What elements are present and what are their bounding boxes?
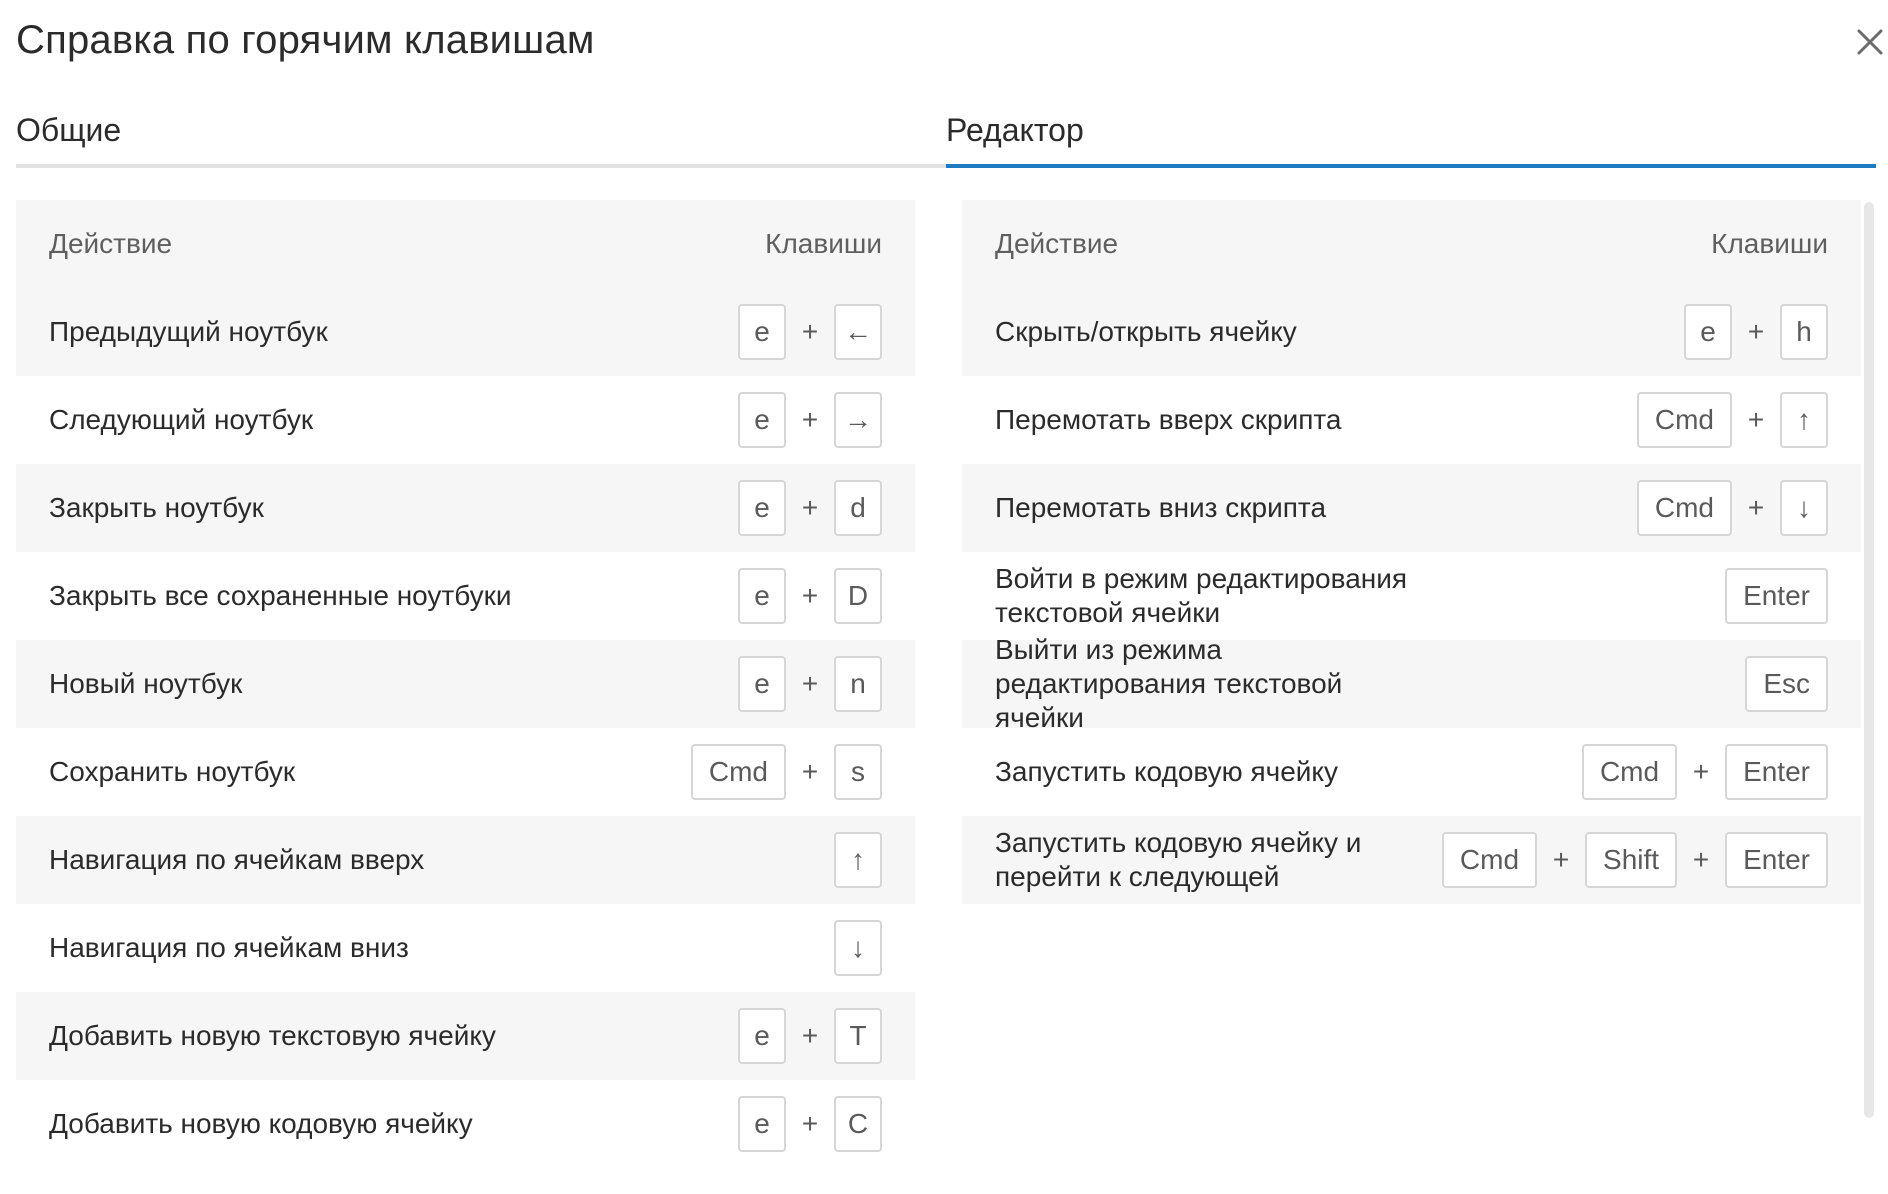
table-row: [16, 288, 915, 376]
key-cap: e: [738, 1008, 786, 1064]
table-header: [962, 200, 1861, 288]
table-header: [16, 200, 915, 288]
key-cap: e: [738, 480, 786, 536]
shortcut-action-label: Добавить новую текстовую ячейку: [49, 1020, 496, 1051]
key-cap: Cmd: [1442, 832, 1537, 888]
general-shortcuts-table: [16, 200, 915, 1168]
key-cap: Cmd: [1637, 392, 1732, 448]
table-row: [16, 376, 915, 464]
table-row: [962, 634, 1861, 733]
shortcut-action-label: Скрыть/открыть ячейку: [995, 316, 1297, 347]
plus-sign: +: [801, 316, 819, 347]
tab-general-label: Общие: [16, 112, 122, 148]
key-cap: Enter: [1725, 832, 1828, 888]
table-row: [16, 464, 915, 552]
column-keys: Клавиши: [765, 228, 882, 259]
shortcut-keys: [738, 656, 882, 712]
key-cap: Shift: [1585, 832, 1677, 888]
shortcut-keys: [1637, 480, 1828, 536]
table-row: [962, 552, 1861, 640]
table-row: [962, 376, 1861, 464]
plus-sign: +: [1552, 844, 1570, 875]
key-cap: D: [834, 568, 882, 624]
shortcut-keys: [738, 304, 882, 360]
shortcut-keys: [1684, 304, 1828, 360]
shortcut-action-label: Сохранить ноутбук: [49, 756, 296, 787]
plus-sign: +: [1747, 492, 1765, 523]
shortcut-keys: [738, 568, 882, 624]
key-cap: e: [738, 1096, 786, 1152]
key-cap: ↑: [1780, 392, 1828, 448]
key-cap: e: [738, 304, 786, 360]
shortcut-keys: [1582, 744, 1828, 800]
key-cap: e: [738, 568, 786, 624]
key-cap: e: [738, 656, 786, 712]
key-cap: C: [834, 1096, 882, 1152]
shortcut-keys: [1442, 832, 1828, 888]
dialog-title: Справка по горячим клавишам: [16, 18, 595, 62]
key-cap: →: [834, 392, 882, 448]
plus-sign: +: [801, 1108, 819, 1139]
key-cap: Cmd: [1637, 480, 1732, 536]
column-action: Действие: [49, 228, 173, 259]
tab-editor[interactable]: [946, 108, 1876, 168]
shortcut-keys: [1637, 392, 1828, 448]
key-cap: e: [1684, 304, 1732, 360]
shortcut-action-label: Перемотать вверх скрипта: [995, 404, 1342, 435]
table-row: [962, 728, 1861, 816]
plus-sign: +: [801, 404, 819, 435]
key-cap: h: [1780, 304, 1828, 360]
table-row: [16, 552, 915, 640]
close-icon: [1855, 27, 1885, 57]
shortcut-action-label: Запустить кодовую ячейку и перейти к следующей: [995, 827, 1362, 892]
key-cap: d: [834, 480, 882, 536]
shortcut-keys: [738, 1008, 882, 1064]
column-action: Действие: [995, 228, 1119, 259]
shortcut-keys: [1725, 568, 1828, 624]
key-cap: Enter: [1725, 568, 1828, 624]
editor-shortcuts-table: [962, 200, 1861, 904]
plus-sign: +: [1747, 404, 1765, 435]
table-row: [16, 992, 915, 1080]
shortcut-action-label: Новый ноутбук: [49, 668, 243, 699]
key-cap: Enter: [1725, 744, 1828, 800]
column-keys: Клавиши: [1711, 228, 1828, 259]
plus-sign: +: [801, 756, 819, 787]
key-cap: Esc: [1745, 656, 1828, 712]
plus-sign: +: [801, 492, 819, 523]
tab-editor-label: Редактор: [946, 112, 1084, 148]
key-cap: n: [834, 656, 882, 712]
table-row: [16, 1080, 915, 1168]
table-row: [962, 288, 1861, 376]
key-cap: ←: [834, 304, 882, 360]
key-cap: ↓: [1780, 480, 1828, 536]
shortcut-keys: [834, 920, 882, 976]
editor-rows: [962, 288, 1861, 904]
shortcut-action-label: Закрыть ноутбук: [49, 492, 264, 523]
plus-sign: +: [801, 580, 819, 611]
shortcut-action-label: Следующий ноутбук: [49, 404, 314, 435]
tab-general[interactable]: [16, 108, 946, 168]
table-row: [962, 464, 1861, 552]
shortcut-keys: [738, 480, 882, 536]
shortcut-action-label: Запустить кодовую ячейку: [995, 756, 1338, 787]
table-row: [16, 728, 915, 816]
shortcut-action-label: Закрыть все сохраненные ноутбуки: [49, 580, 512, 611]
key-cap: e: [738, 392, 786, 448]
table-row: [16, 640, 915, 728]
scrollbar[interactable]: [1864, 202, 1874, 1118]
shortcut-action-label: Добавить новую кодовую ячейку: [49, 1108, 473, 1139]
shortcut-keys: [834, 832, 882, 888]
table-row: [16, 904, 915, 992]
key-cap: Cmd: [691, 744, 786, 800]
shortcut-action-label: Навигация по ячейкам вверх: [49, 844, 425, 875]
plus-sign: +: [801, 668, 819, 699]
key-cap: T: [834, 1008, 882, 1064]
key-cap: ↑: [834, 832, 882, 888]
key-cap: s: [834, 744, 882, 800]
shortcut-keys: [738, 1096, 882, 1152]
key-cap: ↓: [834, 920, 882, 976]
shortcut-keys: [691, 744, 882, 800]
plus-sign: +: [1747, 316, 1765, 347]
table-row: [16, 816, 915, 904]
shortcut-action-label: Предыдущий ноутбук: [49, 316, 328, 347]
key-cap: Cmd: [1582, 744, 1677, 800]
table-row: [962, 816, 1861, 904]
plus-sign: +: [1692, 756, 1710, 787]
close-button[interactable]: [1850, 22, 1888, 62]
general-rows: [16, 288, 915, 1168]
shortcut-keys: [1745, 656, 1828, 712]
shortcut-action-label: Перемотать вниз скрипта: [995, 492, 1327, 523]
shortcut-action-label: Войти в режим редактирования текстовой ячейки: [995, 563, 1408, 628]
shortcut-action-label: Выйти из режима редактирования текстовой ячейки: [995, 634, 1343, 733]
shortcut-action-label: Навигация по ячейкам вниз: [49, 932, 409, 963]
plus-sign: +: [1692, 844, 1710, 875]
plus-sign: +: [801, 1020, 819, 1051]
shortcut-keys: [738, 392, 882, 448]
